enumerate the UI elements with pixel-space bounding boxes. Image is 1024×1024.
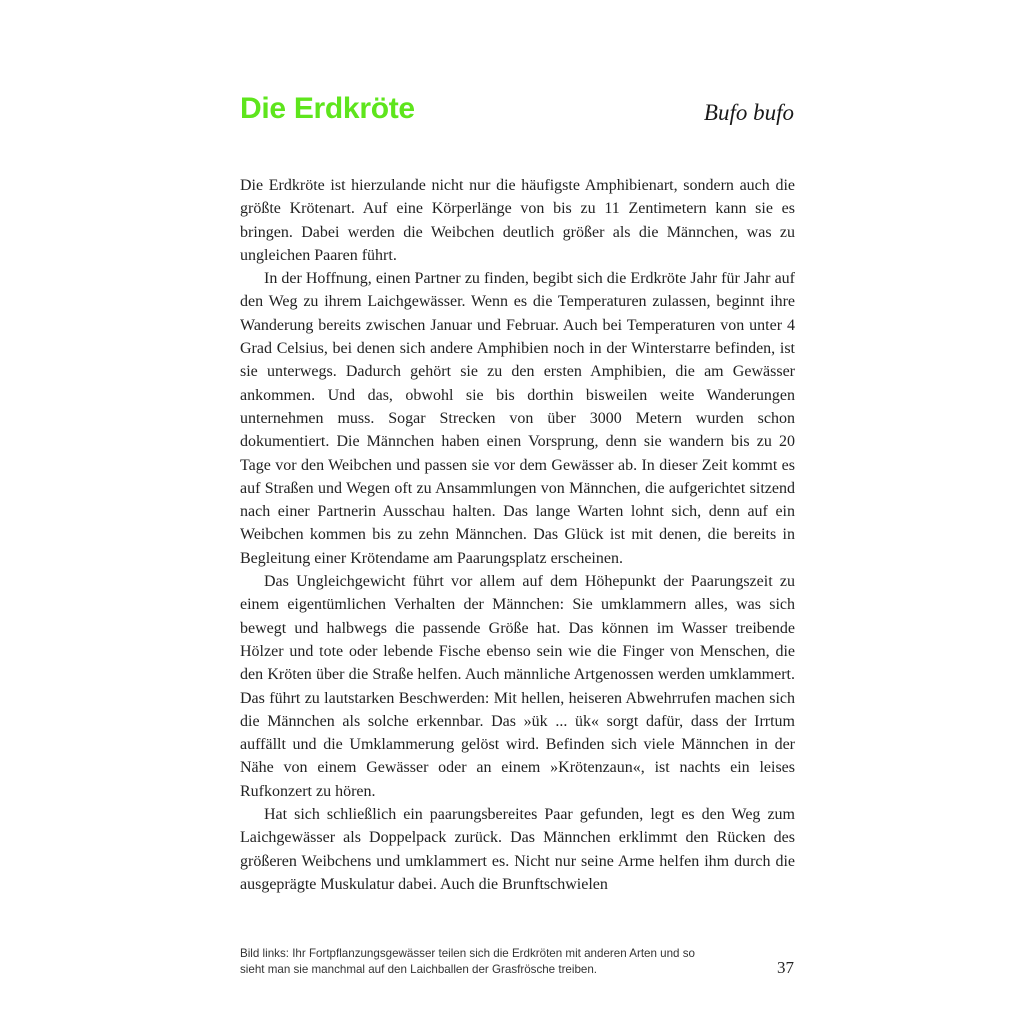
- image-caption: Bild links: Ihr Fortpflanzungsgewässer teilen sich die Erdkröten mit anderen Arten und so sieht man sie manchmal auf den Laichballen der Grasfrösche treiben.: [240, 947, 695, 976]
- page-title: Die Erdkröte: [240, 92, 415, 125]
- scientific-name: Bufo bufo: [703, 100, 794, 125]
- paragraph-2: In der Hoffnung, einen Partner zu finden, begibt sich die Erdkröte Jahr für Jahr auf den Weg zu ihrem Laichgewässer. Wenn es die Temperaturen zulassen, beginnt ihre Wanderung bereits zwischen Januar und Februar. Auch bei Temperaturen von unter 4 Grad Celsius, bei denen sich andere Amphibien noch in der Winterstarre befinden, ist sie unterwegs. Dadurch gehört sie zu den ersten Amphibien, die am Gewässer ankommen. Und das, obwohl sie bis dorthin bisweilen weite Wanderungen unternehmen muss. Sogar Strecken von über 3000 Metern wurden schon dokumentiert. Die Männchen haben einen Vorsprung, denn sie wandern bis zu 20 Tage vor den Weibchen und passen sie vor dem Gewässer ab. In dieser Zeit kommt es auf Straßen und Wegen oft zu Ansammlungen von Männchen, die aufgerichtet sitzend nach einer Partnerin Ausschau halten. Das lange Warten lohnt sich, denn auf ein Weibchen kommen bis zu zehn Männchen. Das Glück ist mit denen, die bereits in Begleitung einer Krötendame am Paarungsplatz erscheinen.: [240, 270, 795, 567]
- body-text: [240, 174, 795, 896]
- paragraph-1: Die Erdkröte ist hierzulande nicht nur die häufigste Amphibienart, sondern auch die größte Krötenart. Auf eine Körperlänge von bis zu 11 Zentimetern kann sie es bringen. Dabei werden die Weibchen deutlich größer als die Männchen, was zu ungleichen Paaren führt.: [240, 177, 795, 264]
- paragraph-4: Hat sich schließlich ein paarungsbereites Paar gefunden, legt es den Weg zum Laichgewässer als Doppelpack zurück. Das Männchen erklimmt den Rücken des größeren Weibchens und umklammert es. Nicht nur seine Arme helfen ihm durch die ausgeprägte Muskulatur dabei. Auch die Brunftschwielen: [240, 806, 795, 893]
- page-number: 37: [777, 958, 794, 977]
- paragraph-3: Das Ungleichgewicht führt vor allem auf dem Höhepunkt der Paarungszeit zu einem eigentümlichen Verhalten der Männchen: Sie umklammern alles, was sich bewegt und halbwegs die passende Größe hat. Das können im Wasser treibende Hölzer und tote oder lebende Fische ebenso sein wie die Finger von Menschen, die den Kröten über die Straße helfen. Auch männliche Artgenossen werden umklammert. Das führt zu lautstarken Beschwerden: Mit hellen, heiseren Abwehrrufen machen sich die Männchen als solche erkennbar. Das »ük ... ük« sorgt dafür, dass der Irrtum auffällt und die Umklammerung gelöst wird. Befinden sich viele Männchen in der Nähe von einem Gewässer oder an einem »Krötenzaun«, ist nachts ein leises Rufkonzert zu hören.: [240, 573, 795, 800]
